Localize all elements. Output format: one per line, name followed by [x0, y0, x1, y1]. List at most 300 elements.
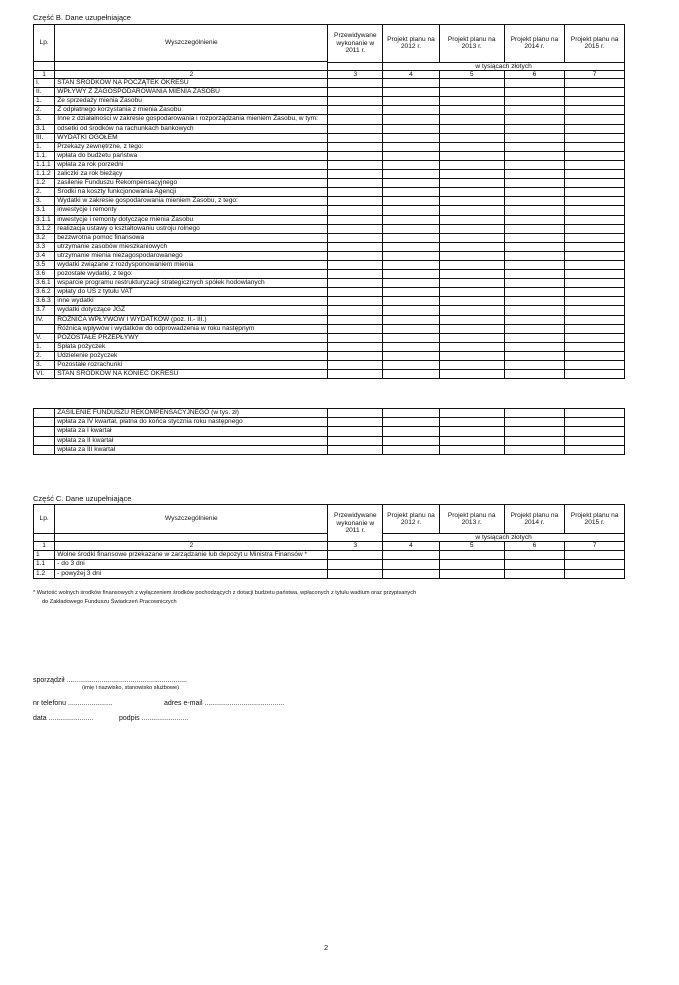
value-cell[interactable]: [439, 445, 504, 454]
table-row: [34, 233, 625, 242]
table-row: [34, 270, 625, 279]
table-row: [34, 251, 625, 260]
value-cell[interactable]: [439, 409, 504, 418]
value-cell[interactable]: [328, 142, 383, 151]
table-row: [34, 445, 625, 454]
value-cell[interactable]: [565, 79, 625, 88]
value-cell[interactable]: [565, 279, 625, 288]
value-cell[interactable]: [439, 115, 504, 124]
row-description: odsetki od środków na rachunkach bankowych: [55, 124, 328, 133]
value-cell[interactable]: [565, 370, 625, 379]
row-lp: III.: [34, 133, 55, 142]
value-cell[interactable]: [565, 342, 625, 351]
value-cell[interactable]: [565, 97, 625, 106]
row-description: Pozostałe rozrachunki: [55, 361, 328, 370]
value-cell[interactable]: [504, 151, 565, 160]
value-cell[interactable]: [383, 342, 440, 351]
value-cell[interactable]: [439, 79, 504, 88]
part-b-title: Część B. Dane uzupełniające: [33, 13, 131, 22]
table-row: [34, 215, 625, 224]
value-cell[interactable]: [565, 560, 625, 570]
value-cell[interactable]: [504, 233, 565, 242]
value-cell[interactable]: [383, 288, 440, 297]
row-description: Udzielenie pożyczek: [55, 351, 328, 360]
row-lp: 1.: [34, 97, 55, 106]
value-cell[interactable]: [439, 251, 504, 260]
row-description: wpłata za III kwartał: [55, 445, 328, 454]
value-cell[interactable]: [565, 151, 625, 160]
value-cell[interactable]: [565, 160, 625, 169]
value-cell[interactable]: [383, 79, 440, 88]
row-lp: [34, 445, 55, 454]
value-cell[interactable]: [504, 133, 565, 142]
value-cell[interactable]: [565, 188, 625, 197]
value-cell[interactable]: [439, 124, 504, 133]
row-lp: 1.: [34, 342, 55, 351]
value-cell[interactable]: [504, 106, 565, 115]
value-cell[interactable]: [439, 270, 504, 279]
value-cell[interactable]: [383, 133, 440, 142]
value-cell[interactable]: [383, 179, 440, 188]
row-lp: 3.4: [34, 251, 55, 260]
row-description: utrzymanie mienia niezagospodarowanego: [55, 251, 328, 260]
row-lp: II.: [34, 88, 55, 97]
row-lp: 1.2: [34, 569, 55, 579]
value-cell[interactable]: [439, 206, 504, 215]
value-cell[interactable]: [504, 351, 565, 360]
value-cell[interactable]: [565, 179, 625, 188]
value-cell[interactable]: [504, 224, 565, 233]
header-description: Wyszczególnienie: [55, 505, 328, 534]
row-lp: 3.6: [34, 270, 55, 279]
table-row: [34, 106, 625, 115]
value-cell[interactable]: [328, 79, 383, 88]
value-cell[interactable]: [565, 233, 625, 242]
header-col-2011: Przewidywane wykonanie w 2011 r.: [328, 25, 383, 63]
value-cell[interactable]: [328, 279, 383, 288]
header-description: Wyszczególnienie: [55, 25, 328, 62]
value-cell[interactable]: [565, 260, 625, 269]
value-cell[interactable]: [565, 361, 625, 370]
value-cell[interactable]: [504, 288, 565, 297]
value-cell[interactable]: [565, 133, 625, 142]
value-cell[interactable]: [383, 251, 440, 260]
value-cell[interactable]: [504, 188, 565, 197]
value-cell[interactable]: [383, 115, 440, 124]
value-cell[interactable]: [565, 124, 625, 133]
value-cell[interactable]: [383, 409, 440, 418]
row-lp: 1.1.1: [34, 160, 55, 169]
value-cell[interactable]: [383, 569, 440, 579]
value-cell[interactable]: [565, 409, 625, 418]
row-lp: 1.: [34, 142, 55, 151]
table-row: [34, 436, 625, 445]
value-cell[interactable]: [383, 160, 440, 169]
value-cell[interactable]: [328, 427, 383, 436]
table-row: [34, 260, 625, 269]
value-cell[interactable]: [383, 142, 440, 151]
value-cell[interactable]: [504, 260, 565, 269]
value-cell[interactable]: [565, 569, 625, 579]
value-cell[interactable]: [439, 333, 504, 342]
value-cell[interactable]: [383, 370, 440, 379]
value-cell[interactable]: [504, 569, 565, 579]
prepared-by-field[interactable]: sporządził ..............................................................: [33, 677, 188, 684]
table-row: [34, 370, 625, 379]
value-cell[interactable]: [439, 188, 504, 197]
value-cell[interactable]: [383, 418, 440, 427]
value-cell[interactable]: [439, 133, 504, 142]
value-cell[interactable]: [439, 550, 504, 560]
footnote-line-2: do Zakładowego Funduszu Świadczeń Pracowniczych: [42, 599, 177, 605]
value-cell[interactable]: [565, 324, 625, 333]
row-description: WYDATKI OGÓŁEM: [55, 133, 328, 142]
table-row: [34, 224, 625, 233]
value-cell[interactable]: [383, 324, 440, 333]
table-row: [34, 297, 625, 306]
value-cell[interactable]: [328, 215, 383, 224]
row-lp: 2.: [34, 188, 55, 197]
row-lp: 3.: [34, 197, 55, 206]
value-cell[interactable]: [504, 342, 565, 351]
value-cell[interactable]: [565, 215, 625, 224]
value-cell[interactable]: [439, 88, 504, 97]
value-cell[interactable]: [328, 550, 383, 560]
value-cell[interactable]: [328, 197, 383, 206]
row-description: wpłata za rok porzedni: [55, 160, 328, 169]
value-cell[interactable]: [504, 445, 565, 454]
value-cell[interactable]: [565, 270, 625, 279]
row-lp: V.: [34, 333, 55, 342]
value-cell[interactable]: [328, 270, 383, 279]
row-lp: 1.1: [34, 560, 55, 570]
value-cell[interactable]: [504, 160, 565, 169]
value-cell[interactable]: [565, 315, 625, 324]
value-cell[interactable]: [328, 170, 383, 179]
value-cell[interactable]: [565, 288, 625, 297]
unit-label: w tysiącach złotych: [383, 62, 625, 70]
value-cell[interactable]: [504, 206, 565, 215]
value-cell[interactable]: [439, 142, 504, 151]
value-cell[interactable]: [439, 370, 504, 379]
email-field[interactable]: adres e-mail .........................................: [164, 700, 285, 707]
value-cell[interactable]: [328, 409, 383, 418]
value-cell[interactable]: [504, 97, 565, 106]
row-description: zasilenie Funduszu Rekompensacyjnego: [55, 179, 328, 188]
value-cell[interactable]: [439, 106, 504, 115]
row-lp: IV.: [34, 315, 55, 324]
value-cell[interactable]: [504, 297, 565, 306]
value-cell[interactable]: [565, 206, 625, 215]
value-cell[interactable]: [439, 279, 504, 288]
value-cell[interactable]: [504, 251, 565, 260]
value-cell[interactable]: [439, 197, 504, 206]
table-row: [34, 79, 625, 88]
value-cell[interactable]: [504, 88, 565, 97]
prepared-by-caption: (imię i nazwisko, stanowisko służbowe): [82, 685, 179, 691]
row-description: bezzwrotna pomoc finansowa: [55, 233, 328, 242]
value-cell[interactable]: [383, 88, 440, 97]
value-cell[interactable]: [383, 197, 440, 206]
value-cell[interactable]: [328, 306, 383, 315]
value-cell[interactable]: [383, 215, 440, 224]
value-cell[interactable]: [383, 124, 440, 133]
value-cell[interactable]: [565, 351, 625, 360]
row-description: realizacja ustawy o kształtowaniu ustroju rolnego: [55, 224, 328, 233]
value-cell[interactable]: [504, 436, 565, 445]
value-cell[interactable]: [439, 151, 504, 160]
value-cell[interactable]: [504, 179, 565, 188]
value-cell[interactable]: [383, 233, 440, 242]
value-cell[interactable]: [383, 436, 440, 445]
value-cell[interactable]: [328, 151, 383, 160]
value-cell[interactable]: [328, 436, 383, 445]
value-cell[interactable]: [383, 550, 440, 560]
row-description: POZOSTAŁE PRZEPŁYWY: [55, 333, 328, 342]
row-lp: 1.2: [34, 179, 55, 188]
value-cell[interactable]: [383, 361, 440, 370]
value-cell[interactable]: [565, 170, 625, 179]
value-cell[interactable]: [439, 224, 504, 233]
row-lp: 1: [34, 550, 55, 560]
table-row: [34, 409, 625, 418]
value-cell[interactable]: [504, 550, 565, 560]
value-cell[interactable]: [439, 351, 504, 360]
value-cell[interactable]: [504, 560, 565, 570]
value-cell[interactable]: [383, 188, 440, 197]
value-cell[interactable]: [328, 333, 383, 342]
header-col-2014: Projekt planu na 2014 r.: [504, 505, 565, 534]
value-cell[interactable]: [439, 427, 504, 436]
value-cell[interactable]: [565, 115, 625, 124]
value-cell[interactable]: [504, 315, 565, 324]
table-row: [34, 151, 625, 160]
value-cell[interactable]: [383, 206, 440, 215]
value-cell[interactable]: [504, 270, 565, 279]
value-cell[interactable]: [383, 279, 440, 288]
value-cell[interactable]: [328, 106, 383, 115]
value-cell[interactable]: [439, 288, 504, 297]
row-lp: 3.3: [34, 242, 55, 251]
header-col-2014: Projekt planu na 2014 r.: [504, 25, 565, 63]
value-cell[interactable]: [383, 333, 440, 342]
value-cell[interactable]: [504, 409, 565, 418]
value-cell[interactable]: [383, 427, 440, 436]
value-cell[interactable]: [439, 560, 504, 570]
value-cell[interactable]: [439, 242, 504, 251]
value-cell[interactable]: [383, 351, 440, 360]
value-cell[interactable]: [328, 342, 383, 351]
value-cell[interactable]: [504, 124, 565, 133]
value-cell[interactable]: [328, 97, 383, 106]
row-lp: [34, 427, 55, 436]
row-lp: 1.1.: [34, 151, 55, 160]
value-cell[interactable]: [439, 569, 504, 579]
value-cell[interactable]: [504, 418, 565, 427]
value-cell[interactable]: [565, 550, 625, 560]
table-row: [34, 560, 625, 570]
value-cell[interactable]: [383, 170, 440, 179]
phone-field[interactable]: nr telefonu .......................: [33, 700, 113, 707]
value-cell[interactable]: [504, 79, 565, 88]
row-description: wpłaty do US z tytułu VAT: [55, 288, 328, 297]
row-lp: 3.5: [34, 260, 55, 269]
value-cell[interactable]: [504, 370, 565, 379]
row-description: inwestycje i remonty dotyczące mienia Zasobu: [55, 215, 328, 224]
value-cell[interactable]: [328, 233, 383, 242]
row-description: Wolne środki finansowe przekazane w zarządzanie lub depozyt u Ministra Finansów *: [55, 550, 328, 560]
value-cell[interactable]: [504, 142, 565, 151]
row-description: Różnica wpływów i wydatków do odprowadzenia w roku następnym: [55, 324, 328, 333]
table-row: [34, 569, 625, 579]
row-description: Przekazy zewnętrzne, z tego:: [55, 142, 328, 151]
value-cell[interactable]: [328, 297, 383, 306]
value-cell[interactable]: [328, 115, 383, 124]
value-cell[interactable]: [565, 418, 625, 427]
col-number: 4: [383, 542, 440, 550]
value-cell[interactable]: [439, 160, 504, 169]
value-cell[interactable]: [328, 351, 383, 360]
value-cell[interactable]: [565, 142, 625, 151]
value-cell[interactable]: [565, 306, 625, 315]
value-cell[interactable]: [565, 106, 625, 115]
value-cell[interactable]: [439, 233, 504, 242]
value-cell[interactable]: [565, 88, 625, 97]
header-col-2013: Projekt planu na 2013 r.: [439, 25, 504, 63]
value-cell[interactable]: [328, 133, 383, 142]
value-cell[interactable]: [439, 297, 504, 306]
value-cell[interactable]: [504, 215, 565, 224]
value-cell[interactable]: [439, 436, 504, 445]
value-cell[interactable]: [504, 115, 565, 124]
value-cell[interactable]: [328, 160, 383, 169]
row-description: zaliczki za rok bieżący: [55, 170, 328, 179]
table-row: [34, 160, 625, 169]
value-cell[interactable]: [565, 242, 625, 251]
row-lp: [34, 418, 55, 427]
value-cell[interactable]: [504, 333, 565, 342]
value-cell[interactable]: [439, 215, 504, 224]
row-description: - do 3 dni: [55, 560, 328, 570]
value-cell[interactable]: [439, 97, 504, 106]
value-cell[interactable]: [504, 279, 565, 288]
value-cell[interactable]: [439, 361, 504, 370]
value-cell[interactable]: [565, 251, 625, 260]
value-cell[interactable]: [439, 418, 504, 427]
value-cell[interactable]: [383, 306, 440, 315]
value-cell[interactable]: [565, 224, 625, 233]
value-cell[interactable]: [383, 106, 440, 115]
value-cell[interactable]: [439, 306, 504, 315]
col-number: 6: [504, 542, 565, 550]
row-description: - powyżej 3 dni: [55, 569, 328, 579]
col-number: 6: [504, 70, 565, 78]
col-number: 2: [55, 70, 328, 78]
value-cell[interactable]: [504, 324, 565, 333]
value-cell[interactable]: [328, 569, 383, 579]
row-description: STAN ŚRODKÓW NA POCZĄTEK OKRESU: [55, 79, 328, 88]
row-lp: 3.2: [34, 233, 55, 242]
row-lp: VI.: [34, 370, 55, 379]
value-cell[interactable]: [383, 224, 440, 233]
header-col-2012: Projekt planu na 2012 r.: [383, 505, 440, 534]
value-cell[interactable]: [328, 188, 383, 197]
value-cell[interactable]: [383, 97, 440, 106]
value-cell[interactable]: [504, 306, 565, 315]
row-description: wpłata za II kwartał: [55, 436, 328, 445]
value-cell[interactable]: [565, 436, 625, 445]
value-cell[interactable]: [504, 427, 565, 436]
value-cell[interactable]: [383, 151, 440, 160]
value-cell[interactable]: [383, 560, 440, 570]
row-description: ZASILENIE FUNDUSZU REKOMPENSACYJNEGO (w tys. zł): [55, 409, 328, 418]
value-cell[interactable]: [439, 179, 504, 188]
value-cell[interactable]: [328, 315, 383, 324]
value-cell[interactable]: [328, 324, 383, 333]
value-cell[interactable]: [439, 342, 504, 351]
part-c-table: [33, 504, 625, 579]
row-lp: 3.6.3: [34, 297, 55, 306]
table-row: [34, 97, 625, 106]
row-description: wsparcie programu restrukturyzacji strategicznych spółek hodowlanych: [55, 279, 328, 288]
value-cell[interactable]: [383, 445, 440, 454]
value-cell[interactable]: [328, 418, 383, 427]
row-description: wydatki dotyczące JGZ: [55, 306, 328, 315]
value-cell[interactable]: [328, 361, 383, 370]
value-cell[interactable]: [565, 333, 625, 342]
value-cell[interactable]: [328, 370, 383, 379]
value-cell[interactable]: [565, 197, 625, 206]
value-cell[interactable]: [328, 206, 383, 215]
value-cell[interactable]: [439, 324, 504, 333]
value-cell[interactable]: [439, 170, 504, 179]
value-cell[interactable]: [328, 179, 383, 188]
table-row: [34, 418, 625, 427]
value-cell[interactable]: [565, 445, 625, 454]
value-cell[interactable]: [383, 297, 440, 306]
value-cell[interactable]: [439, 260, 504, 269]
header-col-2013: Projekt planu na 2013 r.: [439, 505, 504, 534]
date-field[interactable]: data .......................: [33, 715, 94, 722]
value-cell[interactable]: [328, 224, 383, 233]
value-cell[interactable]: [565, 427, 625, 436]
row-description: Wydatki w zakresie gospodarowania mieniem Zasobu, z tego:: [55, 197, 328, 206]
value-cell[interactable]: [504, 170, 565, 179]
value-cell[interactable]: [504, 197, 565, 206]
value-cell[interactable]: [565, 297, 625, 306]
value-cell[interactable]: [328, 288, 383, 297]
value-cell[interactable]: [504, 242, 565, 251]
row-lp: [34, 409, 55, 418]
value-cell[interactable]: [504, 361, 565, 370]
value-cell[interactable]: [439, 315, 504, 324]
value-cell[interactable]: [328, 560, 383, 570]
value-cell[interactable]: [328, 251, 383, 260]
signature-field[interactable]: podpis ........................: [119, 715, 189, 722]
value-cell[interactable]: [328, 445, 383, 454]
value-cell[interactable]: [328, 242, 383, 251]
value-cell[interactable]: [383, 260, 440, 269]
value-cell[interactable]: [328, 124, 383, 133]
row-lp: 2.: [34, 106, 55, 115]
col-number: 3: [328, 542, 383, 550]
value-cell[interactable]: [328, 88, 383, 97]
value-cell[interactable]: [383, 242, 440, 251]
value-cell[interactable]: [328, 260, 383, 269]
value-cell[interactable]: [383, 315, 440, 324]
value-cell[interactable]: [383, 270, 440, 279]
table-row: [34, 133, 625, 142]
